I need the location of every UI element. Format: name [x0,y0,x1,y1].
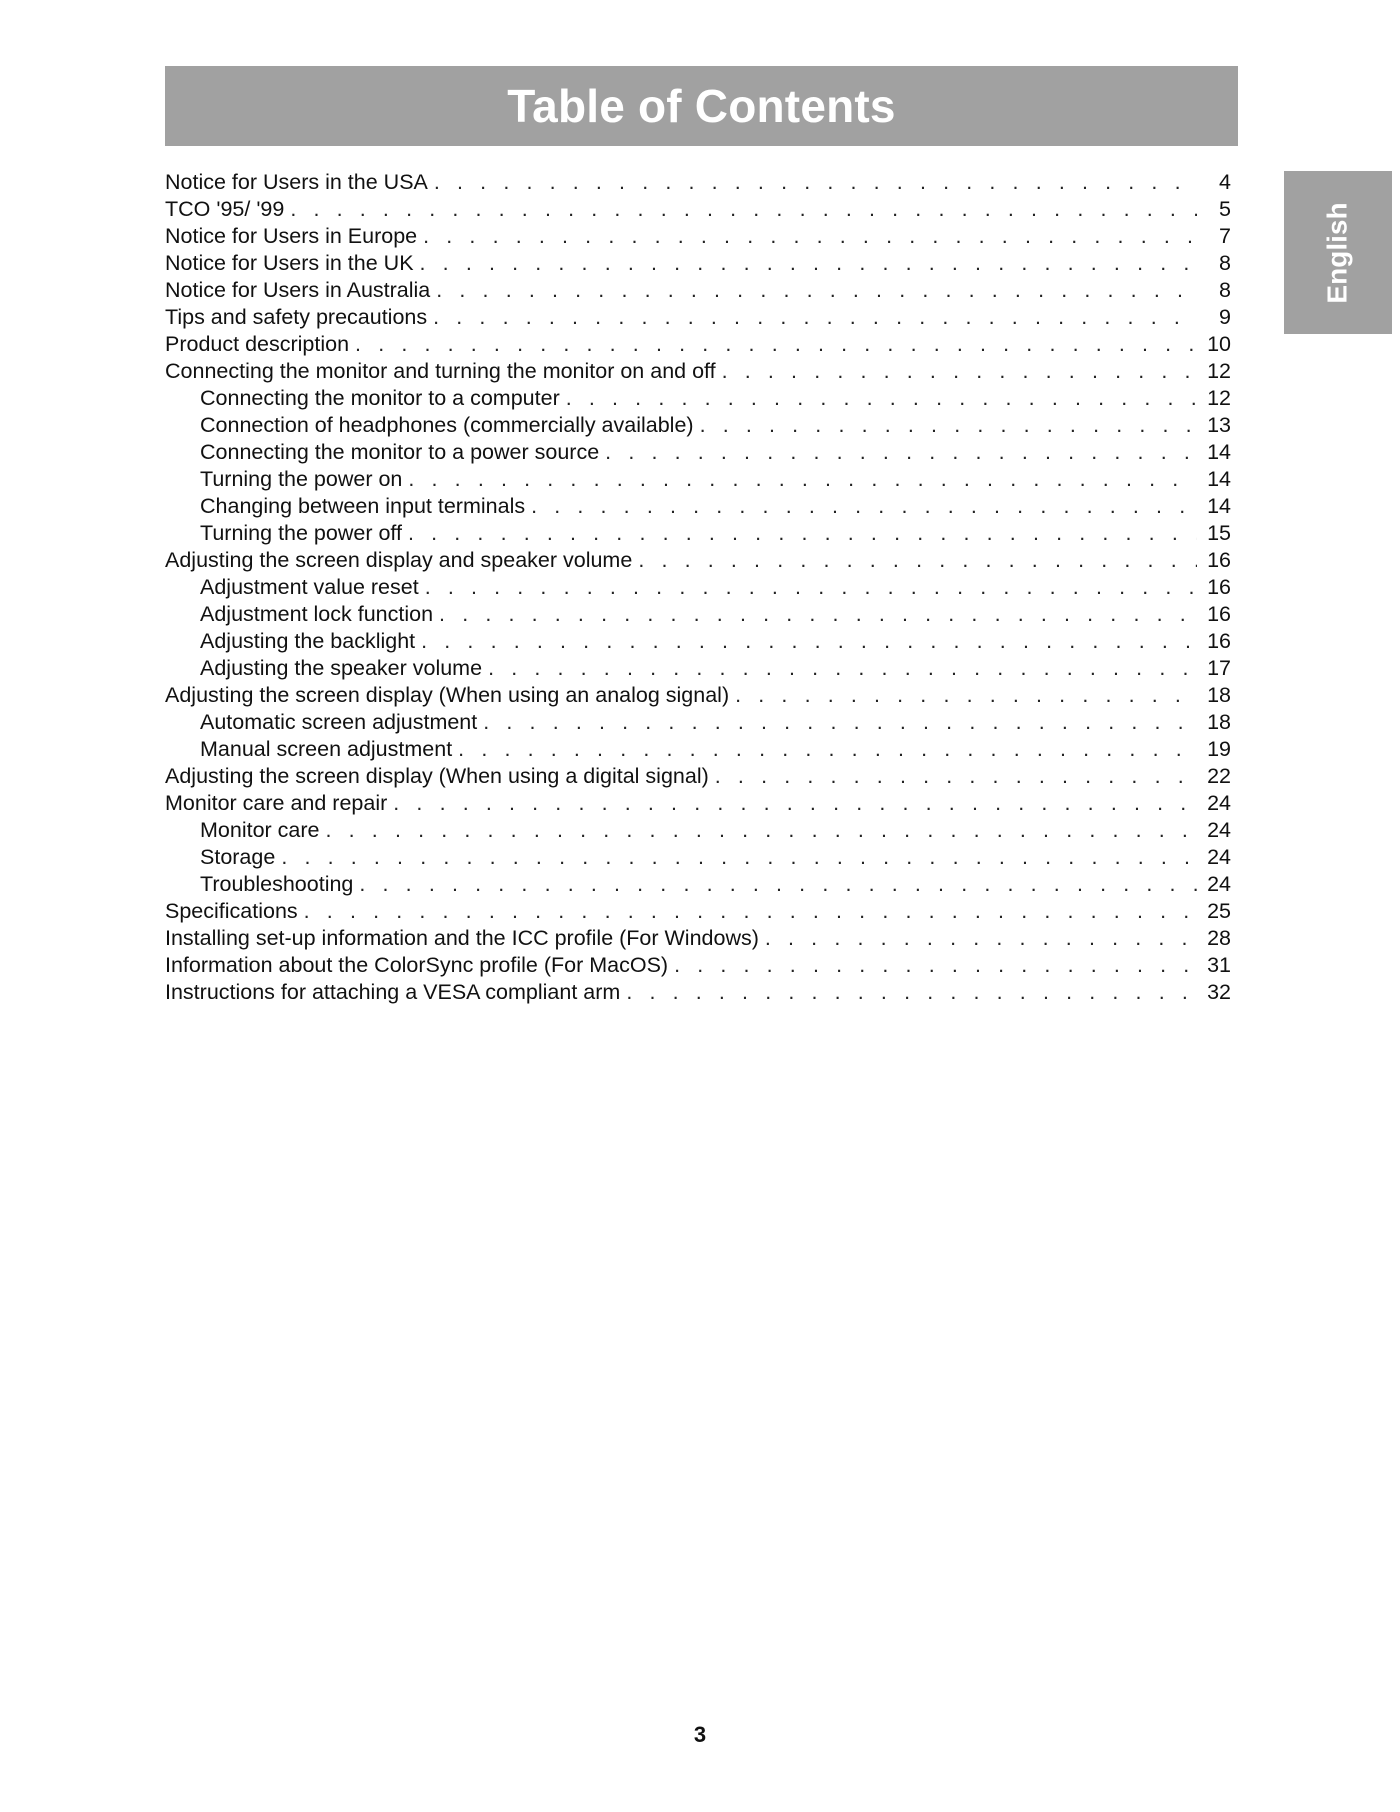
toc-entry-page: 8 [1219,251,1231,275]
toc-entry-page: 32 [1207,980,1231,1004]
toc-entry-page: 16 [1207,629,1231,653]
toc-entry-page: 24 [1207,818,1231,842]
toc-dot-leader [433,304,1197,331]
toc-entry-label: Adjusting the screen display and speaker volume [165,548,633,572]
toc-entry-label: Notice for Users in Australia [165,278,431,302]
toc-dot-leader [421,628,1197,655]
toc-entry[interactable] [165,925,1231,952]
toc-entry[interactable] [165,412,1231,439]
toc-entry-label: Adjustment lock function [200,602,434,626]
toc-dot-leader [393,790,1197,817]
toc-entry[interactable] [165,952,1231,979]
toc-dot-leader [408,520,1197,547]
toc-dot-leader [638,547,1197,574]
toc-entry-label: Instructions for attaching a VESA compliant arm [165,980,621,1004]
toc-dot-leader [290,196,1197,223]
toc-dot-leader [715,763,1197,790]
toc-entry-page: 14 [1207,467,1231,491]
toc-entry[interactable] [165,250,1231,277]
toc-entry-label: Notice for Users in Europe [165,224,418,248]
toc-entry-page: 22 [1207,764,1231,788]
toc-entry[interactable] [165,439,1231,466]
toc-entry-page: 19 [1207,737,1231,761]
toc-entry-label: Monitor care and repair [165,791,388,815]
toc-entry-label: Connecting the monitor to a computer [200,386,560,410]
toc-dot-leader [439,601,1197,628]
toc-entry-label: Turning the power off [200,521,402,545]
table-of-contents [165,169,1231,1006]
toc-entry-page: 13 [1207,413,1231,437]
toc-entry-page: 5 [1219,197,1231,221]
toc-dot-leader [355,331,1197,358]
toc-entry[interactable] [165,223,1231,250]
toc-entry-page: 14 [1207,440,1231,464]
toc-entry-label: Notice for Users in the USA [165,170,428,194]
toc-dot-leader [408,466,1197,493]
toc-dot-leader [423,223,1197,250]
toc-entry-page: 31 [1207,953,1231,977]
toc-entry-page: 24 [1207,872,1231,896]
toc-entry-page: 7 [1219,224,1231,248]
toc-dot-leader [626,979,1197,1006]
toc-entry-page: 25 [1207,899,1231,923]
toc-entry-label: Troubleshooting [200,872,354,896]
toc-entry[interactable] [165,763,1231,790]
toc-entry-label: Connecting the monitor and turning the monitor on and off [165,359,716,383]
toc-entry-page: 8 [1219,278,1231,302]
toc-dot-leader [566,385,1197,412]
toc-entry-page: 28 [1207,926,1231,950]
toc-dot-leader [434,169,1197,196]
toc-entry-label: Adjusting the speaker volume [200,656,483,680]
page-title: Table of Contents [507,80,896,132]
toc-entry-page: 4 [1219,170,1231,194]
toc-entry-label: Storage [200,845,276,869]
toc-entry[interactable] [165,466,1231,493]
toc-entry-page: 10 [1207,332,1231,356]
toc-entry-page: 15 [1207,521,1231,545]
page-number: 3 [693,1722,707,1747]
toc-entry-label: Automatic screen adjustment [200,710,478,734]
language-tab-label: English [1322,201,1353,304]
toc-entry-page: 12 [1207,359,1231,383]
toc-entry-label: Installing set-up information and the ICC profile (For Windows) [165,926,759,950]
toc-entry-label: Changing between input terminals [200,494,526,518]
toc-dot-leader [531,493,1197,520]
toc-dot-leader [425,574,1197,601]
toc-entry-page: 14 [1207,494,1231,518]
toc-entry[interactable] [165,358,1231,385]
toc-entry[interactable] [165,574,1231,601]
toc-entry[interactable] [165,493,1231,520]
toc-entry-label: Adjustment value reset [200,575,419,599]
toc-entry[interactable] [165,385,1231,412]
toc-entry-label: TCO '95/ '99 [165,197,285,221]
toc-dot-leader [722,358,1197,385]
toc-entry-page: 24 [1207,845,1231,869]
toc-entry[interactable] [165,655,1231,682]
toc-entry-label: Product description [165,332,350,356]
toc-entry-label: Adjusting the backlight [200,629,416,653]
toc-entry[interactable] [165,844,1231,871]
toc-entry[interactable] [165,736,1231,763]
toc-entry-label: Manual screen adjustment [200,737,453,761]
toc-entry[interactable] [165,790,1231,817]
toc-entry[interactable] [165,547,1231,574]
toc-dot-leader [420,250,1197,277]
toc-dot-leader [735,682,1197,709]
toc-dot-leader [605,439,1197,466]
toc-dot-leader [326,817,1198,844]
toc-dot-leader [458,736,1197,763]
toc-entry[interactable] [165,277,1231,304]
toc-entry-page: 12 [1207,386,1231,410]
toc-entry-label: Turning the power on [200,467,403,491]
toc-entry-page: 16 [1207,602,1231,626]
toc-entry[interactable] [165,520,1231,547]
toc-dot-leader [359,871,1197,898]
toc-entry-page: 17 [1207,656,1231,680]
toc-dot-leader [436,277,1197,304]
toc-entry-label: Connection of headphones (commercially available) [200,413,694,437]
toc-entry[interactable] [165,331,1231,358]
toc-entry-page: 16 [1207,548,1231,572]
toc-entry[interactable] [165,601,1231,628]
toc-entry-label: Information about the ColorSync profile (For MacOS) [165,953,669,977]
title-banner [165,66,1238,146]
toc-entry[interactable] [165,628,1231,655]
toc-entry-label: Notice for Users in the UK [165,251,414,275]
language-tab [1284,171,1392,334]
toc-entry[interactable] [165,682,1231,709]
toc-entry-page: 18 [1207,710,1231,734]
toc-dot-leader [674,952,1197,979]
toc-entry-page: 9 [1219,305,1231,329]
toc-dot-leader [281,844,1197,871]
toc-entry-page: 18 [1207,683,1231,707]
toc-entry[interactable] [165,709,1231,736]
toc-entry-label: Adjusting the screen display (When using an analog signal) [165,683,730,707]
toc-entry-label: Tips and safety precautions [165,305,428,329]
toc-entry-label: Connecting the monitor to a power source [200,440,600,464]
toc-entry[interactable] [165,304,1231,331]
toc-dot-leader [765,925,1197,952]
toc-entry[interactable] [165,817,1231,844]
toc-dot-leader [488,655,1197,682]
toc-entry-label: Adjusting the screen display (When using a digital signal) [165,764,709,788]
toc-entry[interactable] [165,898,1231,925]
toc-entry[interactable] [165,979,1231,1006]
toc-entry-page: 24 [1207,791,1231,815]
toc-entry[interactable] [165,871,1231,898]
toc-entry-page: 16 [1207,575,1231,599]
toc-dot-leader [700,412,1197,439]
toc-dot-leader [483,709,1197,736]
toc-entry-label: Specifications [165,899,298,923]
toc-entry[interactable] [165,169,1231,196]
toc-entry-label: Monitor care [200,818,320,842]
toc-entry[interactable] [165,196,1231,223]
toc-dot-leader [304,898,1197,925]
